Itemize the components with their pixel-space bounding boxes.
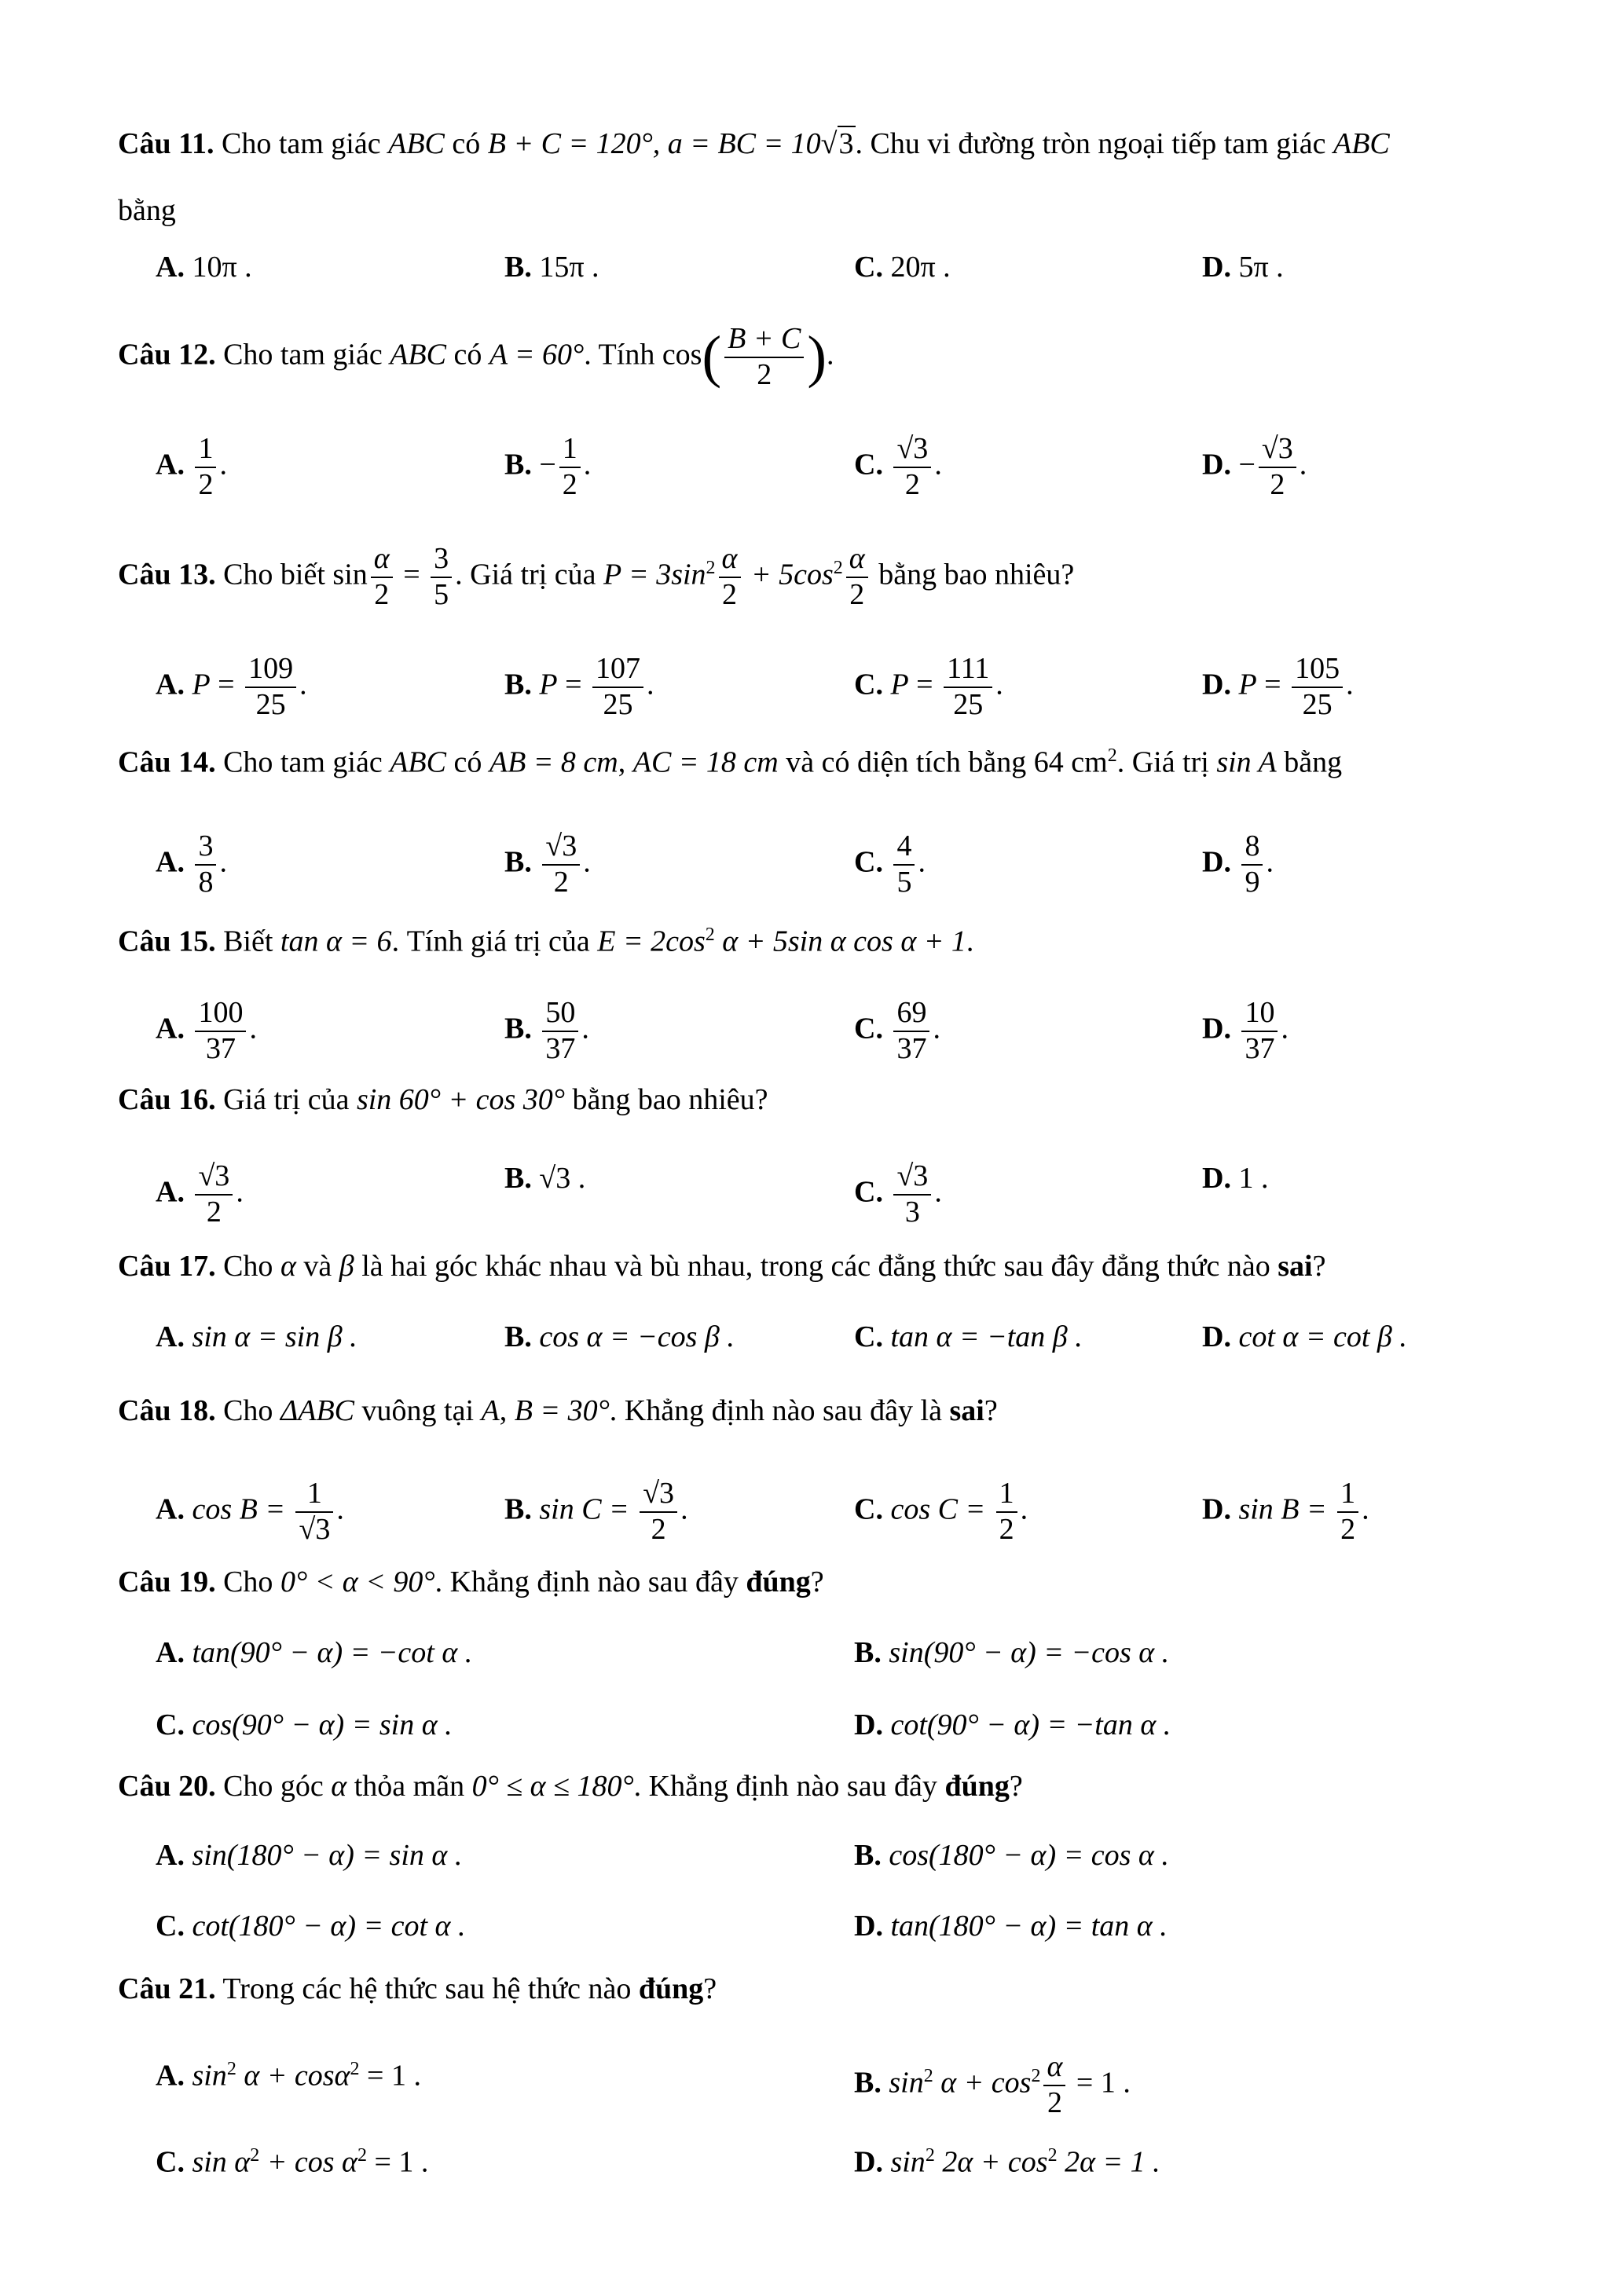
q21-option-b[interactable]: B. $\sin^2 \alpha + \cos^2$ $\frac{\alpha}{2}$ = 1 . <box>854 2050 1131 2119</box>
q14-option-c[interactable]: C. $\frac{4}{5}$ . <box>854 829 926 899</box>
q14-option-a[interactable]: A. $\frac{3}{8}$ . <box>156 829 227 899</box>
q21-option-d[interactable]: D. $\sin^2 2\alpha + \cos^2 2\alpha = 1$ . <box>854 2145 1160 2179</box>
q12-option-a[interactable]: A. $\frac{1}{2}$ . <box>156 432 227 501</box>
question-14: Câu 14. Cho tam giác ABC có AB = 8 cm, AC = 18 cm và có diện tích bằng 64 $cm^2$. Giá trị sin A bằng <box>118 745 1343 779</box>
question-11: Câu 11. Cho tam giác ABC có B + C = 120°, a = BC = 10√3. Chu vi đường tròn ngoại tiếp tam giác ABC <box>118 127 1390 160</box>
q15-option-a[interactable]: A. $\frac{100}{37}$ . <box>156 996 257 1065</box>
q11-option-d[interactable]: D. 5π . <box>1202 251 1284 284</box>
q15-option-b[interactable]: B. $\frac{50}{37}$ . <box>504 996 589 1065</box>
question-15: Câu 15. Biết tan α = 6. Tính giá trị của $E = 2\cos^2$ α + 5sin α cos α + 1. <box>118 925 974 958</box>
question-16: Câu 16. Giá trị của sin 60° + cos 30° bằng bao nhiêu? <box>118 1083 768 1116</box>
q21-option-c[interactable]: C. $\sin \alpha^2 + \cos \alpha^2 = 1$ . <box>156 2145 429 2179</box>
q12-option-c[interactable]: C. $\frac{√3}{2}$ . <box>854 432 942 501</box>
q21-option-a[interactable]: A. $\sin^2 \alpha + \cos\alpha^2 = 1$ . <box>156 2059 421 2093</box>
q19-option-a[interactable]: A. tan(90° − α) = −cot α . <box>156 1636 473 1669</box>
q17-option-a[interactable]: A. sin α = sin β . <box>156 1320 357 1353</box>
question-19: Câu 19. Cho 0° < α < 90°. Khẳng định nào sau đây đúng? <box>118 1565 824 1598</box>
q20-option-c[interactable]: C. cot(180° − α) = cot α . <box>156 1910 466 1943</box>
q19-option-c[interactable]: C. cos(90° − α) = sin α . <box>156 1708 453 1741</box>
q13-option-c[interactable]: C. P = $\frac{111}{25}$ . <box>854 652 1003 721</box>
q19-option-d[interactable]: D. cot(90° − α) = −tan α . <box>854 1708 1171 1741</box>
q18-option-a[interactable]: A. cos B = $\frac{1}{√3}$ . <box>156 1477 344 1546</box>
question-21: Câu 21. Trong các hệ thức sau hệ thức nào đúng? <box>118 1972 717 2005</box>
question-13: Câu 13. Cho biết sin $\frac{\alpha}{2}$ = $\frac{3}{5}$ . Giá trị của $P = 3\sin^2$ $\frac{\alpha}{2}$ + $5\cos^2$ $\frac{\alpha}{2}$ bằng bao nhiêu? <box>118 542 1075 611</box>
q16-option-b[interactable]: B. √3 . <box>504 1162 586 1195</box>
q17-option-d[interactable]: D. cot α = cot β . <box>1202 1320 1407 1353</box>
q18-option-c[interactable]: C. cos C = $\frac{1}{2}$ . <box>854 1477 1028 1546</box>
q12-option-b[interactable]: B. − $\frac{1}{2}$ . <box>504 432 592 501</box>
q18-option-d[interactable]: D. sin B = $\frac{1}{2}$ . <box>1202 1477 1369 1546</box>
q11-option-b[interactable]: B. 15π . <box>504 251 599 284</box>
question-18: Câu 18. Cho ΔABC vuông tại A, B = 30°. Khẳng định nào sau đây là sai? <box>118 1394 998 1427</box>
q13-option-b[interactable]: B. P = $\frac{107}{25}$ . <box>504 652 654 721</box>
question-12: Câu 12. Cho tam giác ABC có A = 60°. Tính cos( $\frac{B + C}{2}$ ). <box>118 322 834 391</box>
q16-option-c[interactable]: C. $\frac{√3}{3}$ . <box>854 1159 942 1229</box>
question-20: Câu 20. Cho góc α thỏa mãn 0° ≤ α ≤ 180°. Khẳng định nào sau đây đúng? <box>118 1770 1023 1803</box>
q16-option-d[interactable]: D. 1 . <box>1202 1162 1269 1195</box>
q15-option-d[interactable]: D. $\frac{10}{37}$ . <box>1202 996 1289 1065</box>
q17-option-c[interactable]: C. tan α = −tan β . <box>854 1320 1083 1353</box>
q13-option-a[interactable]: A. P = $\frac{109}{25}$ . <box>156 652 307 721</box>
q13-option-d[interactable]: D. P = $\frac{105}{25}$ . <box>1202 652 1354 721</box>
q18-option-b[interactable]: B. sin C = $\frac{√3}{2}$ . <box>504 1477 688 1546</box>
q20-option-a[interactable]: A. sin(180° − α) = sin α . <box>156 1839 463 1872</box>
question-17: Câu 17. Cho α và β là hai góc khác nhau và bù nhau, trong các đẳng thức sau đây đẳng thức nào sai? <box>118 1250 1326 1283</box>
q14-option-b[interactable]: B. $\frac{√3}{2}$ . <box>504 829 591 899</box>
q16-option-a[interactable]: A. $\frac{√3}{2}$ . <box>156 1159 244 1229</box>
q11-label: Câu 11. <box>118 127 214 160</box>
q14-option-d[interactable]: D. $\frac{8}{9}$ . <box>1202 829 1274 899</box>
q20-option-b[interactable]: B. cos(180° − α) = cos α . <box>854 1839 1169 1872</box>
q15-option-c[interactable]: C. $\frac{69}{37}$ . <box>854 996 940 1065</box>
q19-option-b[interactable]: B. sin(90° − α) = −cos α . <box>854 1636 1170 1669</box>
q11-option-c[interactable]: C. 20π . <box>854 251 951 284</box>
q20-option-d[interactable]: D. tan(180° − α) = tan α . <box>854 1910 1168 1943</box>
q17-option-b[interactable]: B. cos α = −cos β . <box>504 1320 735 1353</box>
q11-option-a[interactable]: A. 10π . <box>156 251 252 284</box>
q12-option-d[interactable]: D. − $\frac{√3}{2}$ . <box>1202 432 1307 501</box>
question-11-cont: bằng <box>118 194 176 227</box>
